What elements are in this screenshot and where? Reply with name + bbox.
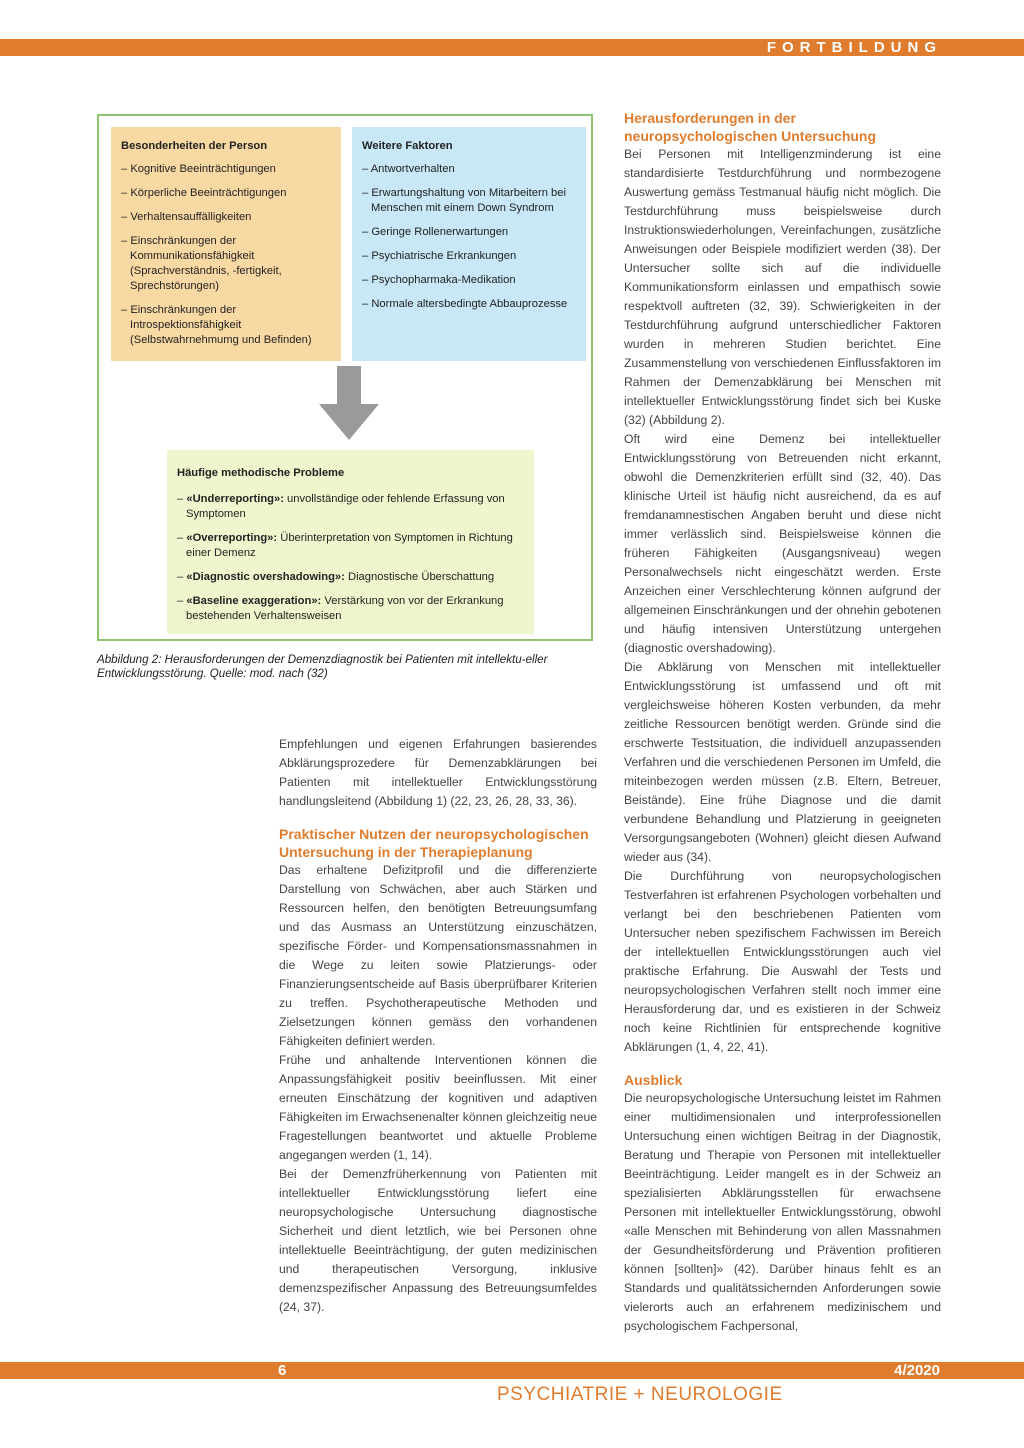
paragraph: Bei der Demenzfrüherkennung von Patienten mit intellektueller Entwicklungsstörung liefert eine neuropsychologische Untersuchung diagnostische Sicherheit und dient letztlich, wie bei Personen ohne intellektuelle Beeinträchtigung, der guten medizinischen und therapeutischen Versorgung, inklusive demenzspezifischer Anpassung des Betreuungsumfeldes (24, 37). xyxy=(279,1167,597,1314)
journal-title: PSYCHIATRIE + NEUROLOGIE xyxy=(497,1384,783,1405)
list-item xyxy=(177,531,524,561)
panel-person-title: Besonderheiten der Person xyxy=(121,140,268,152)
issue-number: 4/2020 xyxy=(894,1362,940,1379)
dash: – xyxy=(177,571,187,583)
panel-factors xyxy=(352,127,586,361)
section-label: FORTBILDUNG xyxy=(766,39,942,56)
list-item xyxy=(177,594,524,624)
panel-factors-list xyxy=(362,162,576,312)
definition: unvollständige oder fehlende Erfassung von Symptomen xyxy=(186,493,505,520)
panel-problems-title: Häufige methodische Probleme xyxy=(177,467,345,479)
term: «Overreporting»: xyxy=(186,532,278,544)
arrow-down-icon xyxy=(319,366,379,440)
panel-person xyxy=(111,127,341,361)
dash: – xyxy=(177,595,187,607)
section-heading: Herausforderungen in der neuropsychologischen Untersuchung xyxy=(624,110,877,144)
definition: Verstärkung von vor der Erkrankung bestehenden Verhaltensweisen xyxy=(186,595,504,622)
figure-2 xyxy=(97,114,593,641)
panel-factors-title: Weitere Faktoren xyxy=(362,140,453,152)
list-item: – Einschränkungen der Introspektionsfähigkeit (Selbstwahrnehmumg und Befinden) xyxy=(121,304,312,346)
term: «Baseline exaggeration»: xyxy=(186,595,322,607)
panel-problems-list xyxy=(177,492,524,624)
term: «Underreporting»: xyxy=(186,493,284,505)
list-item xyxy=(177,570,524,585)
definition: Diagnostische Überschattung xyxy=(344,571,495,583)
list-item: – Verhaltensauffälligkeiten xyxy=(121,211,252,223)
section-heading: Ausblick xyxy=(624,1072,683,1088)
paragraph: Bei Personen mit Intelligenzminderung ist eine standardisierte Testdurchführung und normbezogene Auswertung gemäss Testmanual häufig nicht möglich. Die Testdurchführung muss beispielsweise durch Instruktionswiederholungen, Vereinfachungen, zusätzliche Anweisungen oder Beispiele modifiziert werden (38). Der Untersucher sollte sich auf die individuelle Kommunikationsform einlassen und empathisch sowie respektvoll auftreten (32, 39). Schwierigkeiten in der Testdurchführung aufgrund unterschiedlicher Faktoren wurden in mehreren Studien berichtet. Eine Zusammenstellung von verschiedenen Einflussfaktoren im Rahmen der Demenzabklärung bei Menschen mit intellektueller Entwicklungsstörung findet sich bei Kuske (32) (Abbildung 2). xyxy=(624,147,941,427)
list-item: – Erwartungshaltung von Mitarbeitern bei Menschen mit einem Down Syndrom xyxy=(362,187,566,214)
paragraph: Die neuropsychologische Untersuchung leistet im Rahmen einer multidimensionalen und interprofessionellen Untersuchung einen wichtigen Beitrag in der Diagnostik, Beratung und Therapie von Personen mit intellektueller Beeinträchtigung. Leider mangelt es in der Schweiz an spezialisierten Abklärungsstellen für erwachsene Personen mit intellektueller Entwicklungsstörung, obwohl «alle Menschen mit Behinderung von allen Massnahmen der Gesundheitsförderung und Prävention profitieren können [sollten]» (42). Darüber hinaus fehlt es an Standards und qualitätssichernden Anforderungen sowie vielerorts auch an erfahrenem medizinischem und psychologischem Fachpersonal, xyxy=(624,1091,941,1333)
page-number: 6 xyxy=(278,1362,287,1379)
definition: Überinterpretation von Symptomen in Richtung einer Demenz xyxy=(186,532,513,559)
dash: – xyxy=(177,493,187,505)
list-item: – Psychiatrische Erkrankungen xyxy=(362,250,517,262)
right-column xyxy=(624,109,941,1336)
footer-bar xyxy=(0,1362,1024,1379)
figure-caption: Abbildung 2: Herausforderungen der Demenzdiagnostik bei Patienten mit intellektu-eller Entwicklungsstörung. Quelle: mod. nach (32) xyxy=(97,653,548,680)
paragraph: Oft wird eine Demenz bei intellektueller Entwicklungsstörung von Betreuenden nicht erkannt, obwohl die Demenzkriterien erfüllt sind (32, 40). Das klinische Urteil ist häufig nicht ausreichend, da es auf fremdanamnestischen Angaben beruht und diese nicht immer verlässlich sind. Beispielsweise können die früheren Fähigkeiten (Ausgangsniveau) wegen Personalwechsels nicht eingeschätzt werden. Erste Anzeichen einer Verschlechterung können aufgrund der allgemeinen Einschränkungen und der ohnehin gebotenen und häufig intensiven Unterstützung untergehen (diagnostic overshadowing). xyxy=(624,432,941,655)
paragraph: Die Abklärung von Menschen mit intellektueller Entwicklungsstörung ist umfassend und oft mit vergleichsweise höheren Kosten verbunden, da mehr zeitliche Ressourcen benötigt werden. Gründe sind die erschwerte Testsituation, die individuell anzupassenden Verfahren und die verschiedenen Personen im Umfeld, die miteinbezogen werden müssen (z.B. Eltern, Betreuer, Beistände). Eine frühe Diagnose und die damit verbundene Behandlung und Platzierung in geeigneten Versorgungsangeboten (Wohnen) gleicht diesen Aufwand wieder aus (34). xyxy=(624,660,941,864)
list-item: – Geringe Rollenerwartungen xyxy=(362,226,509,238)
list-item xyxy=(177,492,524,522)
paragraph: Frühe und anhaltende Interventionen können die Anpassungsfähigkeit positiv beeinflussen. Mit einer erneuten Einschätzung der kognitiven und adaptiven Fähigkeiten im Erwachsenenalter können gleichzeitig neue Fragestellungen beantwortet und aktuelle Probleme angegangen werden (1, 14). xyxy=(279,1053,597,1162)
middle-column xyxy=(279,735,597,1317)
list-item: – Normale altersbedingte Abbauprozesse xyxy=(362,298,568,310)
list-item: – Psychopharmaka-Medikation xyxy=(362,274,516,286)
dash: – xyxy=(177,532,187,544)
panel-problems xyxy=(167,450,534,634)
section-heading: Praktischer Nutzen der neuropsychologischen Untersuchung in der Therapieplanung xyxy=(279,826,589,860)
paragraph: Empfehlungen und eigenen Erfahrungen basierendes Abklärungsprozedere für Demenzabklärungen bei Patienten mit intellektueller Entwicklungsstörung handlungsleitend (Abbildung 1) (22, 23, 26, 28, 33, 36). xyxy=(279,737,597,808)
list-item: – Körperliche Beeinträchtigungen xyxy=(121,187,287,199)
term: «Diagnostic overshadowing»: xyxy=(186,571,345,583)
list-item: – Antwortverhalten xyxy=(362,163,455,175)
paragraph: Das erhaltene Defizitprofil und die differenzierte Darstellung von Schwächen, aber auch Stärken und Ressourcen helfen, den benötigten Betreuungsumfang und das Ausmass an Unterstützung einzuschätzen, spezifische Förder- und Kompensationsmassnahmen in die Wege zu leiten sowie Platzierungs- oder Finanzierungsentscheide auf Basis überprüfbarer Kriterien zu treffen. Psychotherapeutische Methoden und Zielsetzungen können gemäss den vorhandenen Fähigkeiten definiert werden. xyxy=(279,863,597,1048)
list-item: – Kognitive Beeinträchtigungen xyxy=(121,163,276,175)
paragraph: Die Durchführung von neuropsychologischen Testverfahren ist erfahrenen Psychologen vorbehalten und verlangt bei den beschriebenen Patienten vom Untersucher neben spezifischem Fachwissen im Bereich der intellektuellen Entwicklungsstörungen auch viel praktische Erfahrung. Die Auswahl der Tests und neuropsychologischen Verfahren stellt noch immer eine Herausforderung dar, und es existieren in der Schweiz noch keine Richtlinien für entsprechende kognitive Abklärungen (1, 4, 22, 41). xyxy=(624,869,941,1054)
list-item: – Einschränkungen der Kommunikationsfähigkeit (Sprachverständnis, -fertigkeit, Sprechstörungen) xyxy=(121,235,282,292)
panel-person-list xyxy=(121,162,331,348)
header-bar xyxy=(0,39,1024,56)
